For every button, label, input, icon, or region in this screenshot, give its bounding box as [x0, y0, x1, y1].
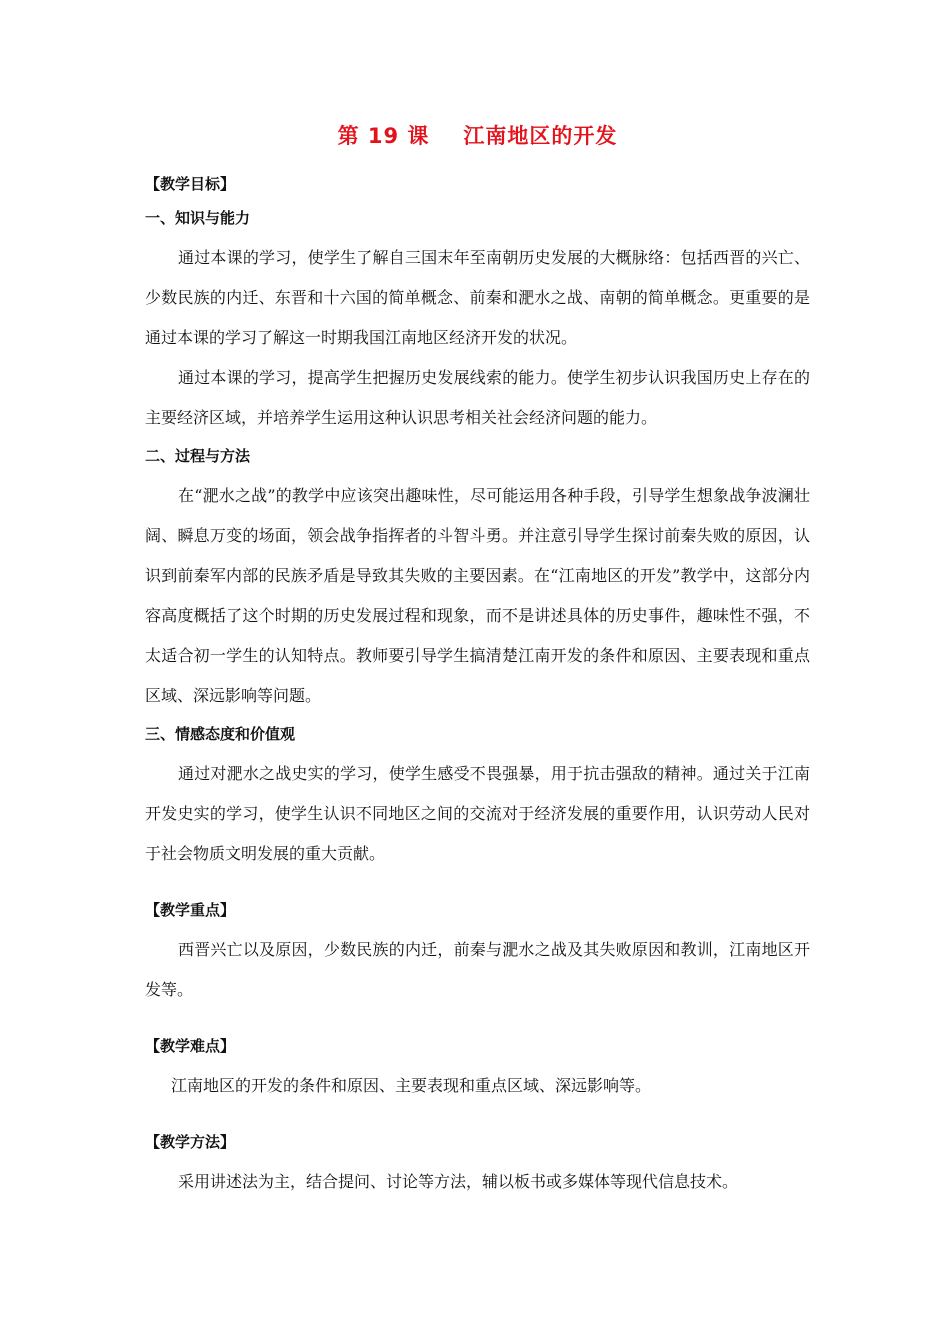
process-heading: 二、过程与方法 — [145, 447, 251, 465]
difficulties-paragraph: 江南地区的开发的条件和原因、主要表现和重点区域、深远影响等。 — [171, 1076, 652, 1095]
knowledge-paragraph-2: 通过本课的学习，提高学生把握历史发展线索的能力。使学生初步认识我国历史上存在的主要经济区域，并培养学生运用这种认识思考相关社会经济问题的能力。 — [145, 368, 810, 427]
methods-paragraph: 采用讲述法为主，结合提问、讨论等方法，辅以板书或多媒体等现代信息技术。 — [178, 1172, 739, 1191]
document-page — [145, 118, 810, 1202]
objectives-heading: 【教学目标】 — [145, 175, 236, 193]
page-title — [145, 118, 810, 154]
key-points-paragraph: 西晋兴亡以及原因，少数民族的内迁，前秦与淝水之战及其失败原因和教训，江南地区开发等。 — [145, 940, 810, 999]
knowledge-paragraph-1: 通过本课的学习，使学生了解自三国末年至南朝历史发展的大概脉络：包括西晋的兴亡、少数民族的内迁、东晋和十六国的简单概念、前秦和淝水之战、南朝的简单概念。更重要的是通过本课的学习了解这一时期我国江南地区经济开发的状况。 — [145, 248, 810, 347]
values-paragraph: 通过对淝水之战史实的学习，使学生感受不畏强暴，用于抗击强敌的精神。通过关于江南开发史实的学习，使学生认识不同地区之间的交流对于经济发展的重要作用，认识劳动人民对于社会物质文明发展的重大贡献。 — [145, 764, 810, 863]
difficulties-heading: 【教学难点】 — [145, 1037, 236, 1055]
methods-heading: 【教学方法】 — [145, 1133, 236, 1151]
process-paragraph: 在“淝水之战”的教学中应该突出趣味性，尽可能运用各种手段，引导学生想象战争波澜壮阔、瞬息万变的场面，领会战争指挥者的斗智斗勇。并注意引导学生探讨前秦失败的原因，认识到前秦军内部的民族矛盾是导致其失败的主要因素。在“江南地区的开发”教学中，这部分内容高度概括了这个时期的历史发展过程和现象，而不是讲述具体的历史事件，趣味性不强，不太适合初一学生的认知特点。教师要引导学生搞清楚江南开发的条件和原因、主要表现和重点区域、深远影响等问题。 — [145, 486, 810, 705]
lesson-topic: 江南地区的开发 — [463, 124, 618, 148]
key-points-heading: 【教学重点】 — [145, 901, 236, 919]
knowledge-heading: 一、知识与能力 — [145, 209, 251, 227]
values-heading: 三、情感态度和价值观 — [145, 725, 296, 743]
lesson-number: 第 19 课 — [337, 124, 430, 148]
